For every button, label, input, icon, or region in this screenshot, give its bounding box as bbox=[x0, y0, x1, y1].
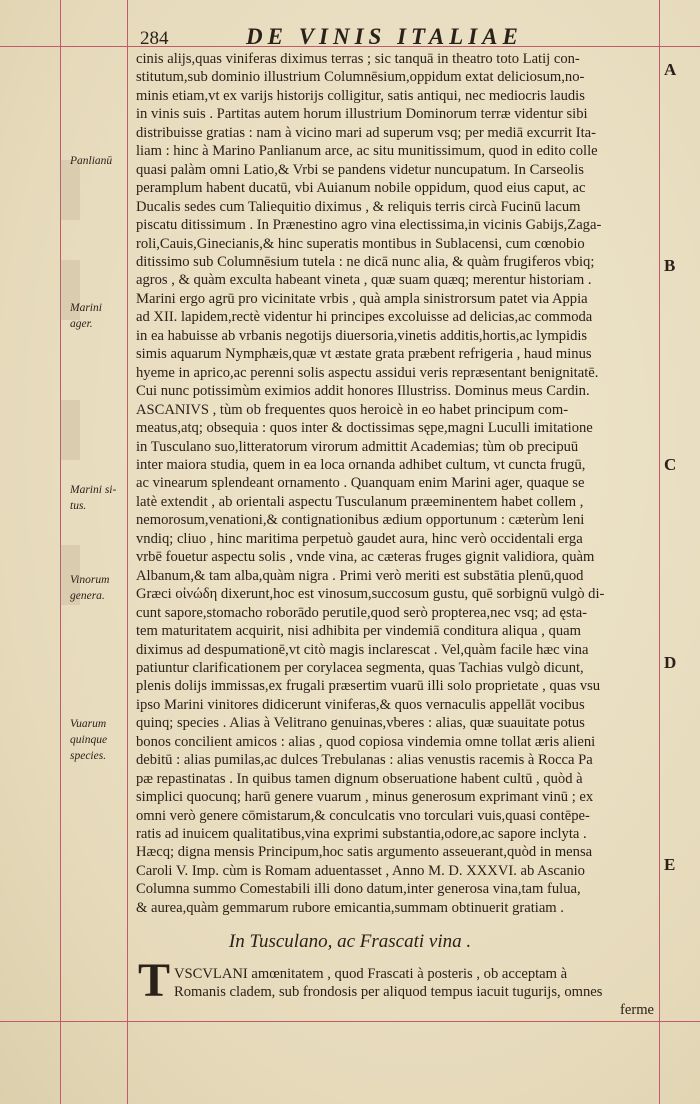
text-line: bonos concilient amicos : alias , quod copiosa vindemia omne tollat æris alieni bbox=[136, 733, 596, 750]
text-line: piscatu ditissimum . In Prænestino agro vina electissima,in vicinis Gabijs,Zaga- bbox=[136, 217, 602, 234]
section-letter-d: D bbox=[664, 653, 677, 672]
text-line: in vinis suis . Partitas autem horum illustrium Dominorum terræ videntur sibi bbox=[136, 106, 588, 123]
margin-note-panlianum bbox=[70, 153, 130, 169]
text-line: ratis ad inuicem qualitatibus,vina exprimi substantia,odore,ac sapore inclyta . bbox=[136, 826, 587, 843]
text-line: ditissimo sub Columnēsium tutela : ne dicā nunc alia, & quàm frugiferos vbiq; bbox=[136, 253, 595, 270]
text-line: meatus,atq; obsequia : quos inter & doctissimas sępe,magni Luculli imitatione bbox=[136, 420, 593, 437]
text-line: ipso Marini vinitores didicerunt viniferas,& quos vernaculis appellāt vocibus bbox=[136, 696, 585, 713]
text-line: Romanis cladem, sub frondosis per aliquod tempus iacuit tugurijs, omnes bbox=[174, 984, 603, 1001]
text-line: hyeme in aprico,ac perenni solis aspectu assidui veris repræsentant benignitatē. bbox=[136, 364, 599, 381]
text-line: peramplum habent ducatū, vbi Auianum nobile oppidum, quod eius caput, ac bbox=[136, 180, 586, 197]
margin-note-line: genera. bbox=[70, 590, 105, 602]
text-line: agros , & quàm exculta habeant vineta , quæ suam quæq; merentur historiam . bbox=[136, 272, 592, 289]
text-line: cinis alijs,quas viniferas diximus terras ; sic tanquā in theatro toto Latij con- bbox=[136, 51, 580, 67]
text-line: & aurea,quàm gemmarum rubore emicantia,summam obtinuerit gratiam . bbox=[136, 899, 564, 916]
text-line: roli,Cauis,Ginecianis,& hinc superatis montibus in Sublacensi, cum cœnobio bbox=[136, 235, 585, 252]
margin-note-line: Panlianū bbox=[70, 155, 113, 167]
text-line: ASCANIVS , tùm ob frequentes quos heroicè in eo habet principum com- bbox=[136, 401, 569, 418]
text-line: debitū : alias pumilas,ac dulces Trebulanas : alias venustis racemis à Rocca Pa bbox=[136, 752, 593, 769]
text-line: Ducalis sedes cum Taliequitio diximus , & reliquis terris circà Fucinū lacum bbox=[136, 198, 581, 215]
text-line: simplici quocunq; harū genere vuarum , minus generosum exprimant vinū ; ex bbox=[136, 789, 594, 806]
margin-stain bbox=[60, 400, 80, 460]
text-line: ac vinearum splendeant ornamento . Quanquam enim Marini ager, quaque se bbox=[136, 475, 585, 492]
margin-note-line: Vuarum bbox=[70, 718, 107, 730]
text-line: Caroli V. Imp. cùm is Romam aduentasset , Anno M. D. XXXVI. ab Ascanio bbox=[136, 862, 585, 879]
footer-rule bbox=[0, 1021, 700, 1022]
text-line: quasi palàm omni Latio,& Vrbi se pandens videtur nuncupatum. In Carseolis bbox=[136, 161, 584, 178]
text-line: Græci οἰνώδη dixerunt,hoc est vinosum,succosum gustu, quē sorbignū vulgò di- bbox=[136, 586, 605, 603]
margin-note-line: Marini si- bbox=[70, 484, 117, 496]
running-title: DE VINIS ITALIAE bbox=[246, 24, 523, 49]
margin-note-marini-situs bbox=[70, 482, 130, 514]
text-line: vndiq; cliuo , hinc maritima perpetuò gaudet aura, hinc verò occidentali erga bbox=[136, 530, 583, 547]
text-line: nemorosum,venationi,& contignationibus ædium opportunum : cæterùm leni bbox=[136, 512, 585, 529]
text-line: tem maturitatem acquirit, nisi adhibita per vindemiā conditura aliqua , quam bbox=[136, 623, 581, 640]
section-letter-a: A bbox=[664, 60, 677, 79]
margin-note-line: ager. bbox=[70, 318, 93, 330]
section-letter-b: B bbox=[664, 256, 676, 275]
section-letter-e: E bbox=[664, 855, 676, 874]
text-line: in Tusculano suo,litteratorum virorum admittit Academias; tùm ob precipuū bbox=[136, 438, 579, 455]
text-line: quinq; species . Alias à Velitrano genuinas,vberes : alias, quæ suauitate potus bbox=[136, 715, 585, 732]
text-line: patiuntur clarificationem per corylacea segmenta, quas Tachias vulgò dicunt, bbox=[136, 659, 584, 676]
drop-cap: T bbox=[138, 954, 171, 1007]
text-line: VSCVLANI amœnitatem , quod Frascati à posteris , ob acceptam à bbox=[174, 966, 568, 982]
text-line: plenis dolijs immissas,ex frugali præsertim vuarū illi solo proprietate , quas vsu bbox=[136, 678, 601, 695]
text-line: simis aquarum Nymphæis,quæ vt æstate grata præbent refrigeria , haud minus bbox=[136, 346, 592, 363]
margin-note-line: quinque bbox=[70, 734, 108, 746]
section-opening-text bbox=[174, 965, 658, 1002]
margin-note-vuarum-species bbox=[70, 716, 130, 764]
page-number: 284 bbox=[140, 28, 169, 49]
text-line: inter maiora studia, quem in ea loca ornanda adhibet cultum, vt cuncta frugū, bbox=[136, 456, 586, 473]
text-line: distribuisse gratias : nam à vicino mari ad superum vsq; per mediā excurrit Ita- bbox=[136, 124, 596, 141]
text-line: latè extendit , ab orientali aspectu Tusculanum præeminentem habet collem , bbox=[136, 493, 584, 510]
text-line: vrbē fouetur aspectu solis , vnde vina, ac cæteras fruges gignit validiora, quàm bbox=[136, 549, 595, 566]
text-line: minis etiam,vt ex varijs historijs colligitur, satis antiqui, nec mediocris laudis bbox=[136, 87, 585, 104]
margin-note-line: Marini bbox=[70, 302, 102, 314]
margin-note-line: species. bbox=[70, 750, 107, 762]
text-line: stitutum,sub dominio illustrium Columnēsium,oppidum extat deliciosum,no- bbox=[136, 69, 585, 86]
text-line: ad XII. lapidem,rectè videntur hi principes excoluisse ad delicias,ac commoda bbox=[136, 309, 593, 326]
catchword: ferme bbox=[620, 1002, 655, 1018]
text-line: Columna summo Comestabili illi dono datum,inter generosa vina,tam fulua, bbox=[136, 881, 581, 898]
section-letter-c: C bbox=[664, 455, 677, 474]
margin-note-line: tus. bbox=[70, 500, 87, 512]
section-heading: In Tusculano, ac Frascati vina . bbox=[228, 931, 472, 952]
text-line: pæ repastinatas . In quibus tamen dignum obseruatione habent cultū , quòd à bbox=[136, 770, 583, 787]
text-line: Albanum,& tam alba,quàm nigra . Primi verò meriti est substātia plenū,quod bbox=[136, 567, 584, 584]
text-line: liam : hinc à Marino Panlianum arce, ac situ munitissimum, quod in edito colle bbox=[136, 143, 598, 160]
text-line: Marini ergo agrū pro vicinitate vrbis , quà ampla sinistrorsum patet via Appia bbox=[136, 290, 588, 307]
text-line: in ea habuisse ab vrbanis negotijs diuersoria,vinetis additis,hortis,ac lympidis bbox=[136, 327, 588, 344]
text-line: diximus ad despumationē,vt citò magis inclarescat . Vel,quàm facile hæc vina bbox=[136, 641, 589, 658]
body-text bbox=[136, 50, 658, 917]
text-line: Cui nunc potissimùm eximios addit honores Illustriss. Dominus meus Cardin. bbox=[136, 383, 590, 400]
margin-note-marini-ager bbox=[70, 300, 130, 332]
text-line: omni verò genere cōmistarum,& conculcatis vno torculari vuis,quasi contēpe- bbox=[136, 807, 590, 824]
margin-stain bbox=[60, 160, 80, 220]
margin-note-vinorum-genera bbox=[70, 572, 130, 604]
text-line: cunt sapore,stomacho roborādo perutile,quod serò propterea,nec vsq; ad ęsta- bbox=[136, 604, 588, 621]
margin-note-line: Vinorum bbox=[70, 574, 110, 586]
text-line: Hæcq; digna mensis Principum,hoc satis argumento asseuerant,quòd in mensa bbox=[136, 844, 593, 861]
